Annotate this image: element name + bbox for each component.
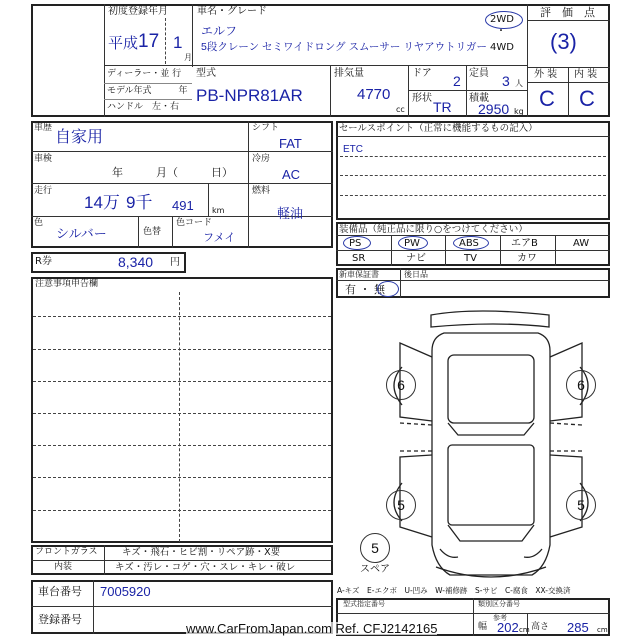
damage-mark-front-left: 5 — [386, 490, 416, 520]
cab-glass — [448, 423, 534, 435]
width-ref-label: 参考 — [493, 614, 507, 622]
body-outline — [432, 333, 550, 575]
ac-label: 冷房 — [252, 154, 271, 164]
front-panel — [448, 525, 534, 541]
reg-month: 1 — [173, 33, 183, 52]
right-mid-line — [550, 423, 582, 451]
color-label: 色 — [34, 218, 44, 228]
interior-label: 内装 — [54, 562, 73, 572]
drive-2wd: 2WD — [490, 14, 514, 25]
displacement: 4770 — [357, 86, 391, 103]
capacity: 3 — [502, 73, 510, 89]
mileage-rest: 491 — [172, 198, 194, 213]
damage-mark-rear-right: 6 — [566, 370, 596, 400]
ac-value: AC — [282, 167, 301, 182]
damage-mark-spare: 5 — [360, 533, 390, 563]
shaken-label: 車検 — [34, 154, 53, 164]
front-glass-codes: キズ・飛石・ヒビ割・リペア跡・X要 — [122, 547, 281, 558]
drive-4wd: 4WD — [490, 42, 514, 53]
damage-legend: A-キズ E-エクボ U-凹み W-補修跡 S-サビ C-腐食 XX-交換済 — [337, 586, 571, 595]
equip-sr: SR — [352, 253, 366, 264]
color-code: フメイ — [203, 232, 236, 244]
model-year-label: モデル年式 年 — [107, 86, 188, 96]
color-code-label: 色コード — [176, 218, 213, 228]
dealer-label: ディーラー・並 行 — [107, 69, 182, 79]
warranty-label: 新車保証書 — [339, 270, 379, 279]
reg-year: 17 — [138, 31, 160, 52]
warranty-none-circle — [377, 281, 399, 297]
equip-tv: TV — [464, 253, 477, 264]
front-glass-label: フロントガラス — [35, 547, 98, 557]
model-code: PB-NPR81AR — [196, 86, 303, 105]
headlights — [440, 549, 542, 557]
recycle-label: R券 — [35, 256, 52, 267]
spare-label: スペア — [360, 564, 390, 575]
height-value: 285 — [567, 620, 589, 635]
handle-label: ハンドル 左・右 — [107, 102, 180, 112]
category-number-label: 類別区分番号 — [478, 600, 520, 608]
equip-airbag: エアB — [511, 238, 538, 249]
car-name: エルフ — [201, 24, 238, 38]
ext-grade: C — [539, 86, 555, 111]
height-unit: cm — [597, 626, 608, 634]
name-grade-label: 車名・グレード — [197, 6, 267, 17]
shape-label: 形状 — [412, 93, 432, 104]
mileage-sen: 9千 — [126, 193, 153, 212]
displacement-label: 排気量 — [334, 68, 364, 79]
notes-label: 注意事項申告欄 — [35, 279, 99, 289]
capacity-label: 定員 — [469, 68, 489, 79]
watermark: www.CarFromJapan.com Ref. CFJ2142165 — [186, 621, 438, 636]
height-label: 高さ — [531, 622, 550, 632]
fuel-value: 軽油 — [277, 206, 304, 221]
shift-label: シフト — [252, 123, 280, 133]
month-unit: 月 — [184, 53, 192, 62]
equip-abs: ABS — [459, 238, 479, 249]
warranty-value: 有 ・ 無 — [345, 283, 385, 296]
yen-unit: 円 — [170, 257, 180, 268]
cab-roof — [448, 355, 534, 423]
reg-label: 登録番号 — [38, 613, 82, 626]
equip-pw: PW — [404, 238, 420, 249]
drive-dot: ・ — [496, 26, 506, 37]
sales-point-line-1: ETC — [343, 144, 363, 155]
km-unit: km — [212, 206, 225, 215]
chassis-label: 車台番号 — [38, 585, 82, 598]
load-unit: kg — [514, 107, 524, 116]
door-label: ドア — [412, 68, 432, 79]
int-grade: C — [579, 86, 595, 111]
shaken-date: 年 月（ 日） — [112, 166, 233, 179]
damage-mark-front-right: 5 — [566, 490, 596, 520]
eval-label: 評 価 点 — [540, 6, 595, 19]
chassis-number: 7005920 — [100, 584, 151, 599]
bed-panel — [448, 445, 534, 525]
int-label: 内 装 — [574, 69, 598, 80]
recycle-box — [31, 252, 186, 273]
width-unit: cm — [519, 626, 530, 634]
load: 2950 — [478, 101, 510, 117]
left-mid-line — [400, 423, 432, 451]
damage-mark-rear-left: 6 — [386, 370, 416, 400]
interior-codes: キズ・汚レ・コゲ・穴・スレ・キレ・破レ — [115, 562, 296, 573]
shape: TR — [433, 99, 452, 115]
recycle-value: 8,340 — [118, 254, 154, 270]
car-grade: 5段クレーン セミワイドロング スムーサー リヤアウトリガー — [201, 41, 488, 53]
equip-navi: ナビ — [406, 253, 426, 264]
load-label: 積載 — [469, 93, 489, 104]
sales-point-label: セールスポイント（正常に機能するもの記入） — [339, 123, 538, 134]
eval-score: (3) — [550, 29, 577, 54]
shift-value: FAT — [279, 136, 302, 151]
mileage-man: 14万 — [84, 193, 120, 212]
cc-unit: cc — [396, 105, 405, 114]
width-label: 幅 — [478, 622, 488, 632]
color-replace-label: 色替 — [143, 227, 162, 237]
ext-label: 外 装 — [534, 69, 558, 80]
history-label: 車歴 — [34, 123, 53, 133]
color-value: シルバー — [56, 226, 107, 241]
doors: 2 — [453, 73, 461, 89]
header-box — [31, 4, 610, 117]
mileage-label: 走行 — [34, 186, 53, 196]
after-label: 後日品 — [404, 270, 428, 279]
rear-bumper — [431, 311, 549, 327]
reg-era: 平成 — [108, 35, 139, 52]
fuel-label: 燃料 — [252, 186, 271, 196]
type-number-label: 型式指定番号 — [343, 600, 385, 608]
width-value: 202 — [497, 620, 519, 635]
model-label: 型式 — [196, 68, 216, 79]
equipment-label: 装備品（純正品に限り○をつけてください） — [339, 224, 528, 235]
first-reg-label: 初度登録年月 — [108, 6, 168, 17]
capacity-unit: 人 — [515, 79, 523, 88]
history-value: 自家用 — [55, 129, 104, 146]
equip-leather: カワ — [517, 253, 537, 264]
equip-ps: PS — [349, 238, 362, 249]
equip-aw: AW — [573, 238, 590, 249]
